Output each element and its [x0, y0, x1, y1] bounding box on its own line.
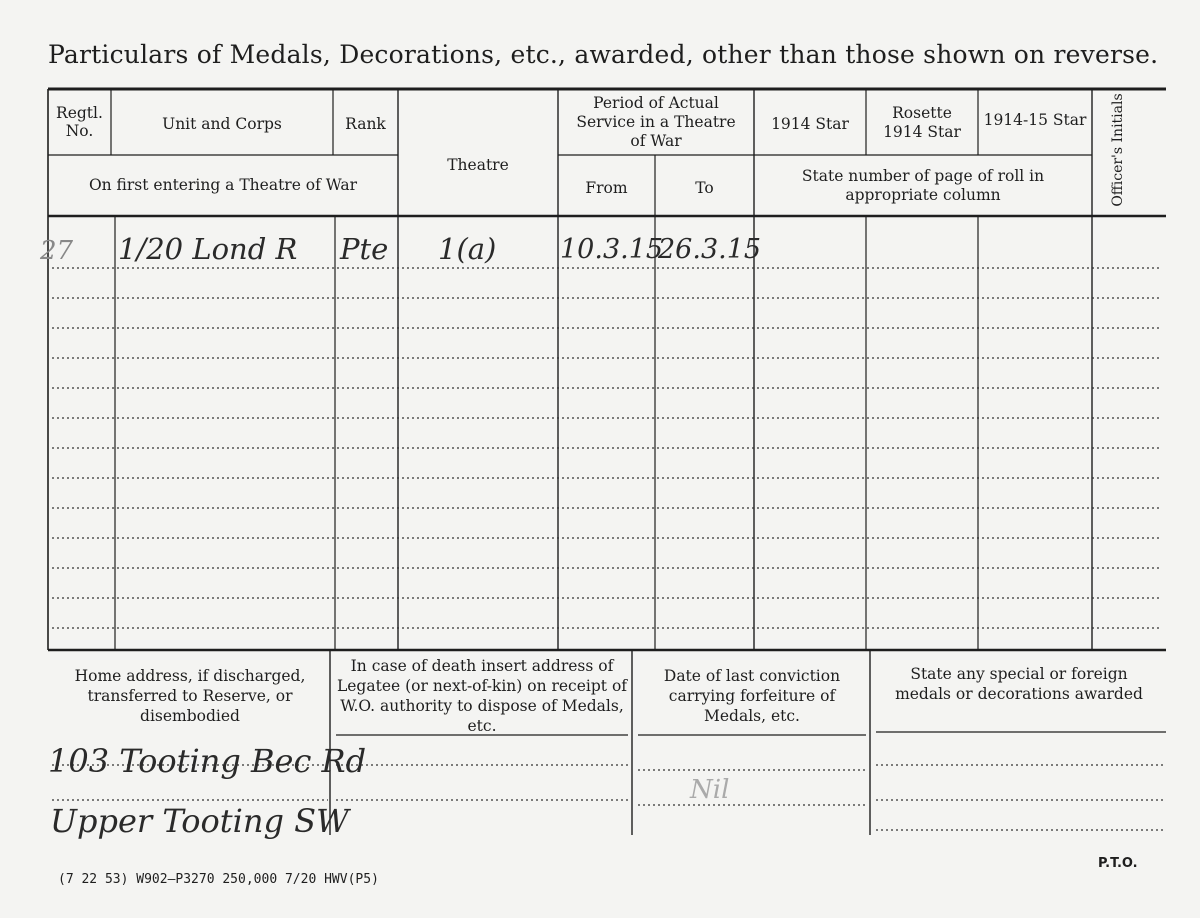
entry-theatre: 1(a) [438, 232, 497, 266]
header-legatee: In case of death insert address of Legatee (or next-of-kin) on receipt of W.O. authority to dispose of Medals, etc. [336, 657, 628, 735]
card-title: Particulars of Medals, Decorations, etc., awarded, other than those shown on reverse. [48, 40, 1159, 69]
header-to: To [695, 179, 714, 197]
entry-conviction: Nil [690, 775, 730, 805]
entry-to-date: 26.3.15 [658, 234, 762, 265]
header-1914-15-star: 1914-15 Star [983, 111, 1087, 129]
header-first-entering: On first entering a Theatre of War [88, 176, 358, 194]
pto-label: P.T.O. [1098, 856, 1138, 871]
header-state-number: State number of page of roll in appropriate column [801, 167, 1045, 204]
header-officers-initials: Officer's Initials [1110, 93, 1126, 207]
header-unit-corps: Unit and Corps [162, 115, 282, 133]
header-regtl-no: Regtl. No. [56, 104, 103, 140]
header-home-address: Home address, if discharged, transferred to Reserve, or disembodied [74, 667, 306, 725]
header-special-medals: State any special or foreign medals or decorations awarded [895, 665, 1143, 703]
print-code: (7 22 53) W902—P3270 250,000 7/20 HWV(P5) [58, 872, 379, 887]
header-period: Period of Actual Service in a Theatre of War [576, 94, 736, 150]
entry-from-date: 10.3.15 [560, 234, 664, 265]
header-1914-star: 1914 Star [771, 115, 849, 133]
header-from: From [585, 179, 628, 197]
header-last-conviction: Date of last conviction carrying forfeiture of Medals, etc. [663, 667, 841, 725]
entry-address-line-1: 103 Tooting Bec Rd [48, 742, 367, 780]
entry-rank: Pte [340, 232, 389, 266]
entry-address-line-2: Upper Tooting SW [50, 802, 349, 840]
entry-regtl-no: 27 [40, 236, 74, 266]
header-theatre: Theatre [447, 156, 509, 174]
header-rank: Rank [345, 115, 386, 133]
entry-unit: 1/20 Lond R [118, 232, 298, 266]
header-rosette-1914-star: Rosette 1914 Star [883, 104, 961, 141]
